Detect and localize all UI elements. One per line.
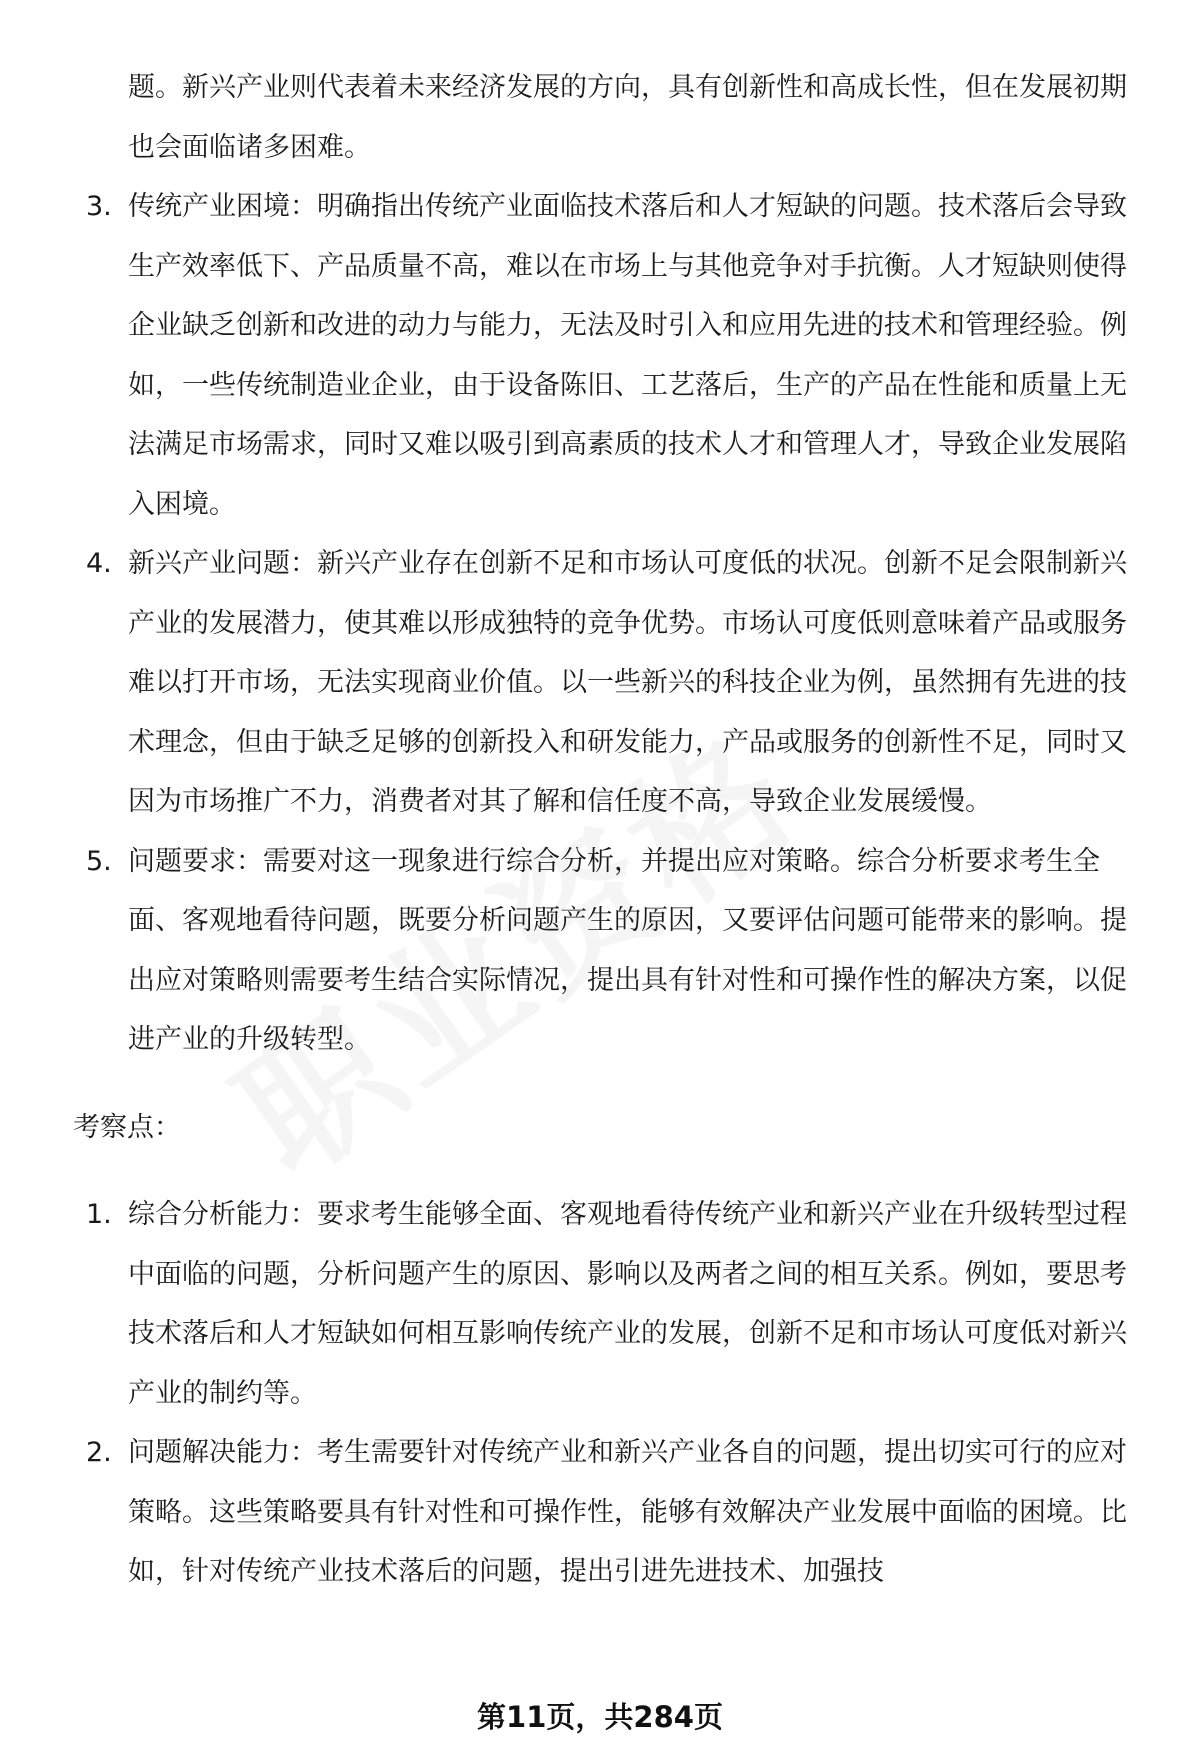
list-item-number: 3. xyxy=(86,191,112,222)
list-item xyxy=(78,1185,1140,1423)
list-item-text: 综合分析能力：要求考生能够全面、客观地看待传统产业和新兴产业在升级转型过程中面临的问题，分析问题产生的原因、影响以及两者之间的相互关系。例如，要思考技术落后和人才短缺如何相互影响传统产业的发展，创新不足和市场认可度低对新兴产业的制约等。 xyxy=(128,1199,1127,1409)
intro-continuation-paragraph: 题。新兴产业则代表着未来经济发展的方向，具有创新性和高成长性，但在发展初期也会面临诸多困难。 xyxy=(128,72,1127,163)
document-body xyxy=(73,58,1140,1602)
analysis-list xyxy=(78,177,1140,1070)
list-item-number: 2. xyxy=(86,1437,112,1468)
list-item-text: 传统产业困境：明确指出传统产业面临技术落后和人才短缺的问题。技术落后会导致生产效率低下、产品质量不高，难以在市场上与其他竞争对手抗衡。人才短缺则使得企业缺乏创新和改进的动力与能力，无法及时引入和应用先进的技术和管理经验。例如，一些传统制造业企业，由于设备陈旧、工艺落后，生产的产品在性能和质量上无法满足市场需求，同时又难以吸引到高素质的技术人才和管理人才，导致企业发展陷入困境。 xyxy=(128,191,1127,520)
list-item-number: 4. xyxy=(86,548,112,579)
list-item xyxy=(78,1423,1140,1602)
list-item xyxy=(78,177,1140,534)
list-item-text: 问题要求：需要对这一现象进行综合分析，并提出应对策略。综合分析要求考生全面、客观地看待问题，既要分析问题产生的原因，又要评估问题可能带来的影响。提出应对策略则需要考生结合实际情况，提出具有针对性和可操作性的解决方案，以促进产业的升级转型。 xyxy=(128,845,1127,1055)
list-item-number: 1. xyxy=(86,1199,112,1230)
list-item xyxy=(78,832,1140,1070)
list-item xyxy=(78,534,1140,832)
list-item-number: 5. xyxy=(86,845,112,877)
exam-points-list xyxy=(78,1185,1140,1602)
page-number-footer: 第11页，共284页 xyxy=(477,1700,723,1734)
list-item-text: 新兴产业问题：新兴产业存在创新不足和市场认可度低的状况。创新不足会限制新兴产业的发展潜力，使其难以形成独特的竞争优势。市场认可度低则意味着产品或服务难以打开市场，无法实现商业价值。以一些新兴的科技企业为例，虽然拥有先进的技术理念，但由于缺乏足够的创新投入和研发能力，产品或服务的创新性不足，同时又因为市场推广不力，消费者对其了解和信任度不高，导致企业发展缓慢。 xyxy=(128,548,1127,817)
list-item-text: 问题解决能力：考生需要针对传统产业和新兴产业各自的问题，提出切实可行的应对策略。这些策略要具有针对性和可操作性，能够有效解决产业发展中面临的困境。比如，针对传统产业技术落后的问题，提出引进先进技术、加强技 xyxy=(128,1437,1127,1587)
section-heading-exam-points: 考察点： xyxy=(73,1111,181,1143)
